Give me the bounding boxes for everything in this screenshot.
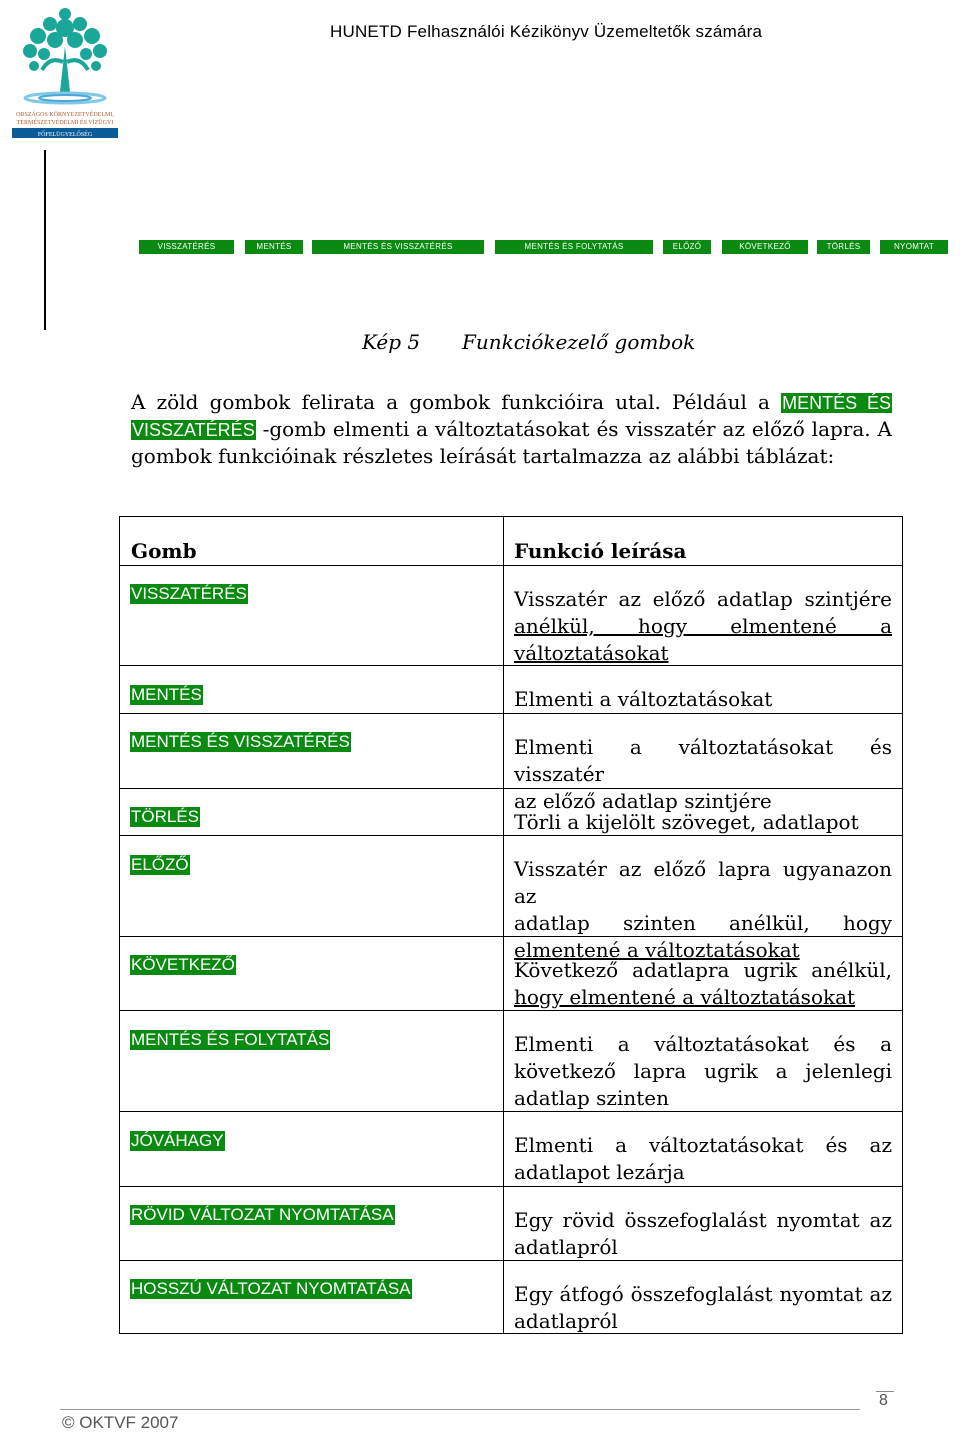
desc-line: Törli a kijelölt szöveget, adatlapot <box>514 810 859 834</box>
desc-line: változtatásokat <box>514 641 669 665</box>
desc-mentes-es-folytatas <box>514 1031 892 1112</box>
desc-line: Visszatér az előző lapra ugyanazon az <box>514 857 892 908</box>
desc-line: adatlap szinten anélkül, hogy <box>514 911 892 935</box>
desc-line: anélkül, hogy elmentené a <box>514 614 892 638</box>
gomb-mentes-es-folytatas[interactable]: MENTÉS ÉS FOLYTATÁS <box>131 1030 330 1049</box>
intro-line-3: gombok funkcióinak részletes leírását tartalmazza az alábbi táblázat: <box>131 444 835 468</box>
desc-line: adatlapról <box>514 1309 618 1333</box>
toolbar-kovetkezo-button[interactable]: KÖVETKEZŐ <box>722 240 808 254</box>
desc-line: Egy átfogó összefoglalást nyomtat az <box>514 1282 892 1306</box>
desc-line: Elmenti a változtatásokat és a <box>514 1032 892 1056</box>
desc-kovetkezo <box>514 957 892 1011</box>
figure-caption-title: Funkciókezelő gombok <box>462 330 696 354</box>
gomb-mentes[interactable]: MENTÉS <box>131 685 202 704</box>
svg-text:TERMÉSZETVÉDELMI ÉS VÍZÜGYI: TERMÉSZETVÉDELMI ÉS VÍZÜGYI <box>16 120 114 126</box>
gomb-elozo[interactable]: ELŐZŐ <box>131 855 189 874</box>
svg-text:FŐFELÜGYELŐSÉG: FŐFELÜGYELŐSÉG <box>37 132 93 138</box>
desc-line: Visszatér az előző adatlap szintjére <box>514 587 892 611</box>
margin-rule <box>44 150 46 330</box>
desc-line: Elmenti a változtatásokat és visszatér <box>514 735 892 786</box>
toolbar-mentes-button[interactable]: MENTÉS <box>245 240 303 254</box>
desc-jovahagy <box>514 1132 892 1186</box>
toolbar-nyomtat-button[interactable]: NYOMTAT <box>880 240 948 254</box>
desc-elozo <box>514 856 892 964</box>
gomb-rovid-valtozat-nyomtatasa[interactable]: RÖVID VÁLTOZAT NYOMTATÁSA <box>131 1205 394 1224</box>
desc-visszateres <box>514 586 892 667</box>
footer-copyright: © OKTVF 2007 <box>62 1413 179 1432</box>
gomb-mentes-es-visszateres[interactable]: MENTÉS ÉS VISSZATÉRÉS <box>131 732 350 751</box>
intro-line-2 <box>131 417 892 441</box>
page-number: 8 <box>879 1392 888 1409</box>
desc-line: Következő adatlapra ugrik anélkül, <box>514 958 892 982</box>
desc-torles <box>514 809 892 836</box>
toolbar-mentes-es-folytatas-button[interactable]: MENTÉS ÉS FOLYTATÁS <box>495 240 653 254</box>
toolbar-torles-button[interactable]: TÖRLÉS <box>817 240 870 254</box>
svg-text:ORSZÁGOS KÖRNYEZETVÉDELMI,: ORSZÁGOS KÖRNYEZETVÉDELMI, <box>16 112 114 118</box>
desc-line: hogy elmentené a változtatásokat <box>514 985 856 1009</box>
desc-line: következő lapra ugrik a jelenlegi <box>514 1059 892 1083</box>
gomb-hosszu-valtozat-nyomtatasa[interactable]: HOSSZÚ VÁLTOZAT NYOMTATÁSA <box>131 1279 411 1298</box>
table-row-divider <box>120 1186 902 1187</box>
footer-rule <box>60 1409 860 1410</box>
intro-highlight-mentes-es: MENTÉS ÉS <box>782 393 891 413</box>
intro-text-1: A zöld gombok felirata a gombok funkcióira utal. Például a <box>131 390 770 414</box>
gomb-jovahagy[interactable]: JÓVÁHAGY <box>131 1131 224 1150</box>
desc-line: Elmenti a változtatásokat <box>514 687 773 711</box>
intro-text-2: -gomb elmenti a változtatásokat és visszatér az előző lapra. A <box>262 417 892 441</box>
header-title: HUNETD Felhasználói Kézikönyv Üzemeltetők számára <box>330 22 763 41</box>
table-header-gomb: Gomb <box>131 539 197 563</box>
desc-line: adatlap szinten <box>514 1086 669 1110</box>
oktvf-logo <box>10 6 120 144</box>
desc-hosszu-valtozat-nyomtatasa <box>514 1281 892 1335</box>
desc-mentes-es-visszateres <box>514 734 892 815</box>
intro-highlight-visszateres: VISSZATÉRÉS <box>132 420 255 440</box>
table-row-divider <box>120 713 902 714</box>
desc-mentes <box>514 686 892 713</box>
table-row-divider <box>120 565 902 566</box>
desc-line: Elmenti a változtatásokat és az <box>514 1133 892 1157</box>
function-buttons-table <box>119 516 903 1334</box>
gomb-torles[interactable]: TÖRLÉS <box>131 807 200 826</box>
desc-rovid-valtozat-nyomtatasa <box>514 1207 892 1261</box>
table-header-funkcio-leirasa: Funkció leírása <box>514 539 687 563</box>
toolbar-visszateres-button[interactable]: VISSZATÉRÉS <box>139 240 234 254</box>
desc-line: adatlapról <box>514 1235 618 1259</box>
intro-line-1 <box>131 390 892 414</box>
toolbar-elozo-button[interactable]: ELŐZŐ <box>663 240 711 254</box>
desc-line: adatlapot lezárja <box>514 1160 685 1184</box>
desc-line: Egy rövid összefoglalást nyomtat az <box>514 1208 892 1232</box>
desc-line: elmentené a változtatásokat <box>514 938 800 962</box>
gomb-kovetkezo[interactable]: KÖVETKEZŐ <box>131 955 235 974</box>
desc-line: az előző adatlap szintjére <box>514 789 772 813</box>
gomb-visszateres[interactable]: VISSZATÉRÉS <box>131 584 247 603</box>
figure-caption-number: Kép 5 <box>362 330 421 354</box>
toolbar-mentes-es-visszateres-button[interactable]: MENTÉS ÉS VISSZATÉRÉS <box>312 240 484 254</box>
table-column-divider <box>503 517 504 1333</box>
